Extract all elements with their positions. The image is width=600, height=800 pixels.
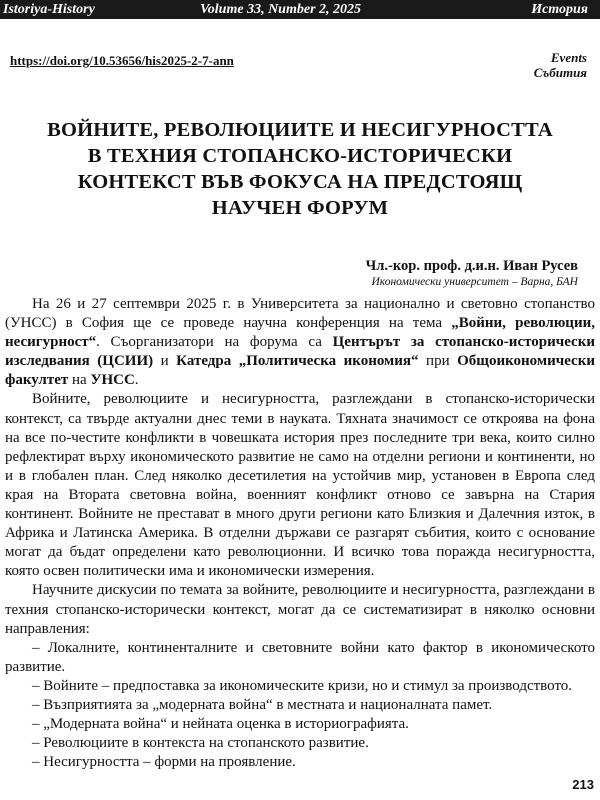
section-label xyxy=(534,50,587,80)
author-affiliation: Икономически университет – Варна, БАН xyxy=(371,276,578,288)
text: . Съорганизатори на форума са xyxy=(96,334,333,351)
title-line: НАУЧЕН ФОРУМ xyxy=(211,197,389,219)
text: На 26 и 27 септември 2025 г. в Университета за национално и световно стопанство (УНСС) в София ще се проведе научна конференция на тема xyxy=(5,296,595,332)
volume-info: Volume 33, Number 2, 2025 xyxy=(200,2,362,17)
page-number: 213 xyxy=(572,777,594,792)
text: . xyxy=(134,372,139,389)
doi-link[interactable]: https://doi.org/10.53656/his2025-2-7-ann xyxy=(10,53,234,68)
article-title xyxy=(10,117,590,221)
organizer-center: Центърът за стопанско-исторически изследвания (ЦСИИ) xyxy=(5,334,595,370)
author-block xyxy=(366,258,578,290)
paragraph-directions: Научните дискусии по темата за войните, революциите и несигурността, разглеждани в техния стопанско-исторически контекст, могат да се систематизират в няколко основни направления: xyxy=(5,582,595,637)
organizer-university: УНСС xyxy=(90,372,135,389)
list-item: – Войните – предпоставка за икономическите кризи, но и стимул за производството. xyxy=(32,677,573,694)
running-header xyxy=(0,0,600,19)
journal-name: Istoriya-History xyxy=(3,2,95,17)
title-line: КОНТЕКСТ ВЪВ ФОКУСА НА ПРЕДСТОЯЩ xyxy=(77,171,523,193)
paragraph-context: Войните, революциите и несигурността, разглеждани в стопанско-исторически контекст, са твърде актуални днес теми в науката. Тяхната значимост се откроява на фона на все по-честите конфликти в човешката история през последните три века, които силно рефлектират върху икономическото развитие не само на отделни региони и континенти, но и в глобален план. След няколко десетилетия на устойчив мир, установен в Европа след края на Втората световна война, военният конфликт отново се завърна на Стария континент. Войните не престават в много други региони като Близкия и Далечния изток, в Африка и Латинска Америка. В отделни държави се разгарят събития, които с основание могат да бъдат определени като революционни. И всичко това поражда несигурността, която освен политически има и икономически измерения. xyxy=(5,391,595,580)
title-line: В ТЕХНИЯ СТОПАНСКО-ИСТОРИЧЕСКИ xyxy=(87,145,513,167)
author-name: Чл.-кор. проф. д.и.н. Иван Русев xyxy=(365,258,578,274)
list-item: – „Модерната война“ и нейната оценка в историографията. xyxy=(32,716,409,733)
text: на xyxy=(68,372,91,389)
conference-theme: „Войни, революции, несигурност“ xyxy=(5,315,595,351)
list-item: – Възприятията за „модерната война“ в местната и националната памет. xyxy=(32,696,493,713)
paragraph-intro xyxy=(5,295,595,390)
journal-name-bg: История xyxy=(531,2,588,17)
organizer-faculty: Общоикономически факултет xyxy=(5,353,595,389)
list-item: – Революциите в контекста на стопанското развитие. xyxy=(32,735,369,752)
list-item: – Локалните, континенталните и световните войни като фактор в икономическото развитие. xyxy=(5,639,595,675)
text: при xyxy=(418,353,458,370)
section-en: Events xyxy=(550,50,587,65)
text: и xyxy=(153,353,177,370)
organizer-department: Катедра „Политическа икономия“ xyxy=(176,353,419,370)
list-item: – Несигурността – форми на проявление. xyxy=(32,754,296,771)
article-body xyxy=(5,295,595,772)
title-line: ВОЙНИТЕ, РЕВОЛЮЦИИТЕ И НЕСИГУРНОСТТА xyxy=(47,119,553,141)
section-bg: Събития xyxy=(533,65,587,80)
